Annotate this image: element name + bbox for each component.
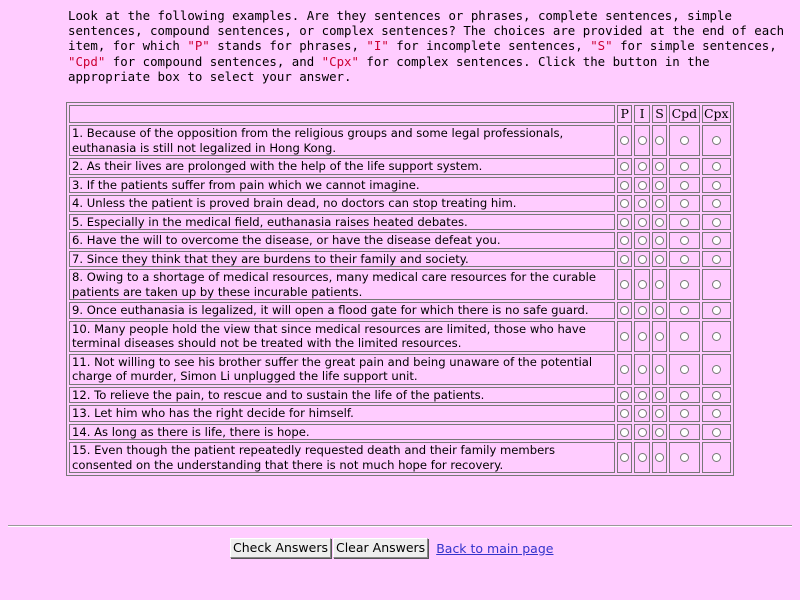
answer-radio-cpd[interactable]: [680, 332, 689, 341]
option-cell: [702, 302, 731, 319]
option-cell: [634, 424, 649, 441]
option-cell: [617, 195, 632, 212]
answer-radio-cpd[interactable]: [680, 136, 689, 145]
answer-radio-s[interactable]: [655, 236, 664, 245]
option-cell: [652, 195, 667, 212]
answer-radio-i[interactable]: [638, 428, 647, 437]
option-cell: [702, 214, 731, 231]
answer-radio-cpd[interactable]: [680, 306, 689, 315]
code-cpx: "Cpx": [321, 53, 359, 69]
answer-radio-cpx[interactable]: [712, 453, 721, 462]
option-cell: [634, 195, 649, 212]
option-cell: [702, 251, 731, 268]
option-cell: [617, 269, 632, 300]
answer-radio-p[interactable]: [620, 280, 629, 289]
action-bar: [230, 538, 553, 558]
question-text: 1. Because of the opposition from the religious groups and some legal professionals, euthanasia is still not legalized in Hong Kong.: [69, 125, 615, 156]
code-s: "S": [590, 38, 613, 54]
option-cell: [702, 177, 731, 194]
option-cell: [634, 158, 649, 175]
option-cell: [634, 442, 649, 473]
option-cell: [702, 195, 731, 212]
option-cell: [617, 321, 632, 352]
option-cell: [652, 269, 667, 300]
option-cell: [669, 269, 699, 300]
question-row: [69, 405, 731, 422]
option-cell: [652, 177, 667, 194]
question-text: 6. Have the will to overcome the disease, or have the disease defeat you.: [69, 232, 615, 249]
answer-radio-p[interactable]: [620, 181, 629, 190]
answer-radio-i[interactable]: [638, 218, 647, 227]
option-cell: [652, 214, 667, 231]
code-cpd: "Cpd": [68, 53, 106, 69]
option-cell: [617, 424, 632, 441]
answer-radio-p[interactable]: [620, 199, 629, 208]
option-cell: [702, 158, 731, 175]
answer-radio-cpx[interactable]: [712, 306, 721, 315]
answer-radio-p[interactable]: [620, 428, 629, 437]
answer-radio-cpx[interactable]: [712, 236, 721, 245]
answer-radio-s[interactable]: [655, 365, 664, 374]
answer-radio-cpx[interactable]: [712, 428, 721, 437]
question-text: 9. Once euthanasia is legalized, it will open a flood gate for which there is no safe guard.: [69, 302, 615, 319]
option-cell: [617, 354, 632, 385]
option-cell: [617, 232, 632, 249]
question-row: [69, 214, 731, 231]
answer-radio-p[interactable]: [620, 453, 629, 462]
answer-radio-s[interactable]: [655, 391, 664, 400]
option-cell: [702, 424, 731, 441]
answer-radio-cpd[interactable]: [680, 162, 689, 171]
question-row: [69, 158, 731, 175]
instructions-text: for compound sentences, and: [105, 53, 322, 69]
header-cpx: Cpx: [702, 105, 731, 123]
question-row: [69, 442, 731, 473]
option-cell: [652, 302, 667, 319]
answer-radio-s[interactable]: [655, 199, 664, 208]
option-cell: [634, 125, 649, 156]
answer-radio-i[interactable]: [638, 306, 647, 315]
answer-radio-cpx[interactable]: [712, 365, 721, 374]
option-cell: [634, 321, 649, 352]
answer-radio-cpx[interactable]: [712, 136, 721, 145]
answer-radio-s[interactable]: [655, 181, 664, 190]
option-cell: [634, 232, 649, 249]
option-cell: [702, 321, 731, 352]
answer-radio-i[interactable]: [638, 181, 647, 190]
answer-radio-p[interactable]: [620, 218, 629, 227]
option-cell: [669, 387, 699, 404]
answer-radio-cpd[interactable]: [680, 409, 689, 418]
instructions-text: stands for phrases,: [209, 38, 367, 54]
check-answers-button[interactable]: Check Answers: [230, 538, 331, 558]
option-cell: [652, 387, 667, 404]
header-s: S: [652, 105, 667, 123]
option-cell: [652, 232, 667, 249]
question-text: 15. Even though the patient repeatedly requested death and their family members consented on the understanding that there is not much hope for recovery.: [69, 442, 615, 473]
option-cell: [669, 125, 699, 156]
option-cell: [617, 302, 632, 319]
code-i: "I": [366, 38, 389, 54]
answer-radio-i[interactable]: [638, 453, 647, 462]
answer-radio-i[interactable]: [638, 255, 647, 264]
option-cell: [617, 125, 632, 156]
question-row: [69, 387, 731, 404]
option-cell: [652, 125, 667, 156]
option-cell: [669, 424, 699, 441]
answer-radio-p[interactable]: [620, 365, 629, 374]
option-cell: [634, 251, 649, 268]
option-cell: [702, 405, 731, 422]
answer-radio-cpx[interactable]: [712, 181, 721, 190]
answer-radio-cpx[interactable]: [712, 280, 721, 289]
answer-radio-s[interactable]: [655, 280, 664, 289]
answer-radio-p[interactable]: [620, 409, 629, 418]
question-text: 8. Owing to a shortage of medical resources, many medical care resources for the curable patients are taken up by these incurable patients.: [69, 269, 615, 300]
question-row: [69, 177, 731, 194]
answer-radio-s[interactable]: [655, 409, 664, 418]
option-cell: [669, 302, 699, 319]
answer-radio-cpx[interactable]: [712, 199, 721, 208]
option-cell: [617, 405, 632, 422]
answer-radio-cpd[interactable]: [680, 218, 689, 227]
answer-radio-cpx[interactable]: [712, 255, 721, 264]
answer-radio-cpx[interactable]: [712, 162, 721, 171]
answer-radio-s[interactable]: [655, 136, 664, 145]
option-cell: [702, 125, 731, 156]
option-cell: [669, 195, 699, 212]
header-question: [69, 105, 615, 123]
option-cell: [652, 424, 667, 441]
answer-radio-i[interactable]: [638, 236, 647, 245]
question-row: [69, 195, 731, 212]
option-cell: [652, 405, 667, 422]
question-row: [69, 269, 731, 300]
option-cell: [617, 177, 632, 194]
answer-radio-s[interactable]: [655, 306, 664, 315]
option-cell: [702, 387, 731, 404]
clear-answers-button[interactable]: Clear Answers: [333, 538, 428, 558]
header-row: [69, 105, 731, 123]
option-cell: [652, 442, 667, 473]
header-p: P: [617, 105, 632, 123]
option-cell: [702, 232, 731, 249]
answer-radio-p[interactable]: [620, 236, 629, 245]
answer-radio-i[interactable]: [638, 280, 647, 289]
option-cell: [702, 269, 731, 300]
answer-radio-i[interactable]: [638, 409, 647, 418]
question-row: [69, 424, 731, 441]
question-row: [69, 302, 731, 319]
question-text: 2. As their lives are prolonged with the help of the life support system.: [69, 158, 615, 175]
option-cell: [669, 214, 699, 231]
question-text: 5. Especially in the medical field, euthanasia raises heated debates.: [69, 214, 615, 231]
answer-radio-p[interactable]: [620, 255, 629, 264]
option-cell: [669, 251, 699, 268]
option-cell: [617, 251, 632, 268]
option-cell: [669, 232, 699, 249]
option-cell: [652, 158, 667, 175]
option-cell: [669, 177, 699, 194]
option-cell: [652, 354, 667, 385]
question-text: 12. To relieve the pain, to rescue and to sustain the life of the patients.: [69, 387, 615, 404]
instructions-text: for simple sentences,: [612, 38, 777, 54]
code-p: "P": [187, 38, 210, 54]
answer-radio-cpx[interactable]: [712, 218, 721, 227]
question-text: 7. Since they think that they are burdens to their family and society.: [69, 251, 615, 268]
answer-radio-cpx[interactable]: [712, 409, 721, 418]
option-cell: [669, 321, 699, 352]
option-cell: [702, 354, 731, 385]
answer-radio-cpx[interactable]: [712, 332, 721, 341]
answer-radio-s[interactable]: [655, 428, 664, 437]
option-cell: [669, 354, 699, 385]
question-row: [69, 125, 731, 156]
answer-radio-i[interactable]: [638, 391, 647, 400]
option-cell: [634, 387, 649, 404]
option-cell: [634, 177, 649, 194]
option-cell: [652, 321, 667, 352]
question-text: 13. Let him who has the right decide for himself.: [69, 405, 615, 422]
option-cell: [617, 214, 632, 231]
option-cell: [669, 405, 699, 422]
option-cell: [617, 442, 632, 473]
answer-radio-p[interactable]: [620, 136, 629, 145]
instructions: [68, 8, 788, 84]
option-cell: [634, 269, 649, 300]
option-cell: [634, 405, 649, 422]
answer-radio-cpd[interactable]: [680, 428, 689, 437]
option-cell: [634, 302, 649, 319]
instructions-text: Look at the following examples. Are they sentences or phrases, complete sentences, simple sentences, compound sentences, or complex sentences? The choices are provided at the end of each item, for which: [68, 8, 785, 54]
answer-radio-cpd[interactable]: [680, 255, 689, 264]
answer-radio-s[interactable]: [655, 255, 664, 264]
answer-radio-cpd[interactable]: [680, 280, 689, 289]
question-text: 4. Unless the patient is proved brain dead, no doctors can stop treating him.: [69, 195, 615, 212]
header-cpd: Cpd: [669, 105, 699, 123]
question-row: [69, 232, 731, 249]
instructions-text: for incomplete sentences,: [388, 38, 591, 54]
answer-radio-s[interactable]: [655, 332, 664, 341]
instructions-text: for complex sentences. Click the button in the appropriate box to select your answer.: [68, 53, 710, 84]
question-row: [69, 354, 731, 385]
header-i: I: [634, 105, 649, 123]
option-cell: [702, 442, 731, 473]
answer-radio-cpd[interactable]: [680, 453, 689, 462]
question-text: 14. As long as there is life, there is hope.: [69, 424, 615, 441]
answer-radio-i[interactable]: [638, 162, 647, 171]
answer-radio-i[interactable]: [638, 365, 647, 374]
answer-radio-cpd[interactable]: [680, 199, 689, 208]
option-cell: [669, 158, 699, 175]
answer-radio-p[interactable]: [620, 332, 629, 341]
option-cell: [617, 158, 632, 175]
question-row: [69, 321, 731, 352]
answer-radio-s[interactable]: [655, 453, 664, 462]
quiz-table: [66, 102, 734, 476]
answer-radio-p[interactable]: [620, 162, 629, 171]
option-cell: [634, 214, 649, 231]
divider: [8, 525, 792, 527]
option-cell: [634, 354, 649, 385]
answer-radio-p[interactable]: [620, 391, 629, 400]
answer-radio-cpd[interactable]: [680, 181, 689, 190]
answer-radio-s[interactable]: [655, 218, 664, 227]
question-text: 10. Many people hold the view that since medical resources are limited, those who have terminal diseases should not be treated with the limited resources.: [69, 321, 615, 352]
answer-radio-i[interactable]: [638, 332, 647, 341]
option-cell: [669, 442, 699, 473]
question-row: [69, 251, 731, 268]
question-text: 11. Not willing to see his brother suffer the great pain and being unaware of the potential charge of murder, Simon Li unplugged the life support unit.: [69, 354, 615, 385]
answer-radio-cpd[interactable]: [680, 236, 689, 245]
answer-radio-cpd[interactable]: [680, 391, 689, 400]
answer-radio-i[interactable]: [638, 199, 647, 208]
answer-radio-cpd[interactable]: [680, 365, 689, 374]
answer-radio-p[interactable]: [620, 306, 629, 315]
question-text: 3. If the patients suffer from pain which we cannot imagine.: [69, 177, 615, 194]
answer-radio-cpx[interactable]: [712, 391, 721, 400]
back-to-main-link[interactable]: Back to main page: [436, 540, 554, 556]
option-cell: [652, 251, 667, 268]
answer-radio-s[interactable]: [655, 162, 664, 171]
answer-radio-i[interactable]: [638, 136, 647, 145]
option-cell: [617, 387, 632, 404]
